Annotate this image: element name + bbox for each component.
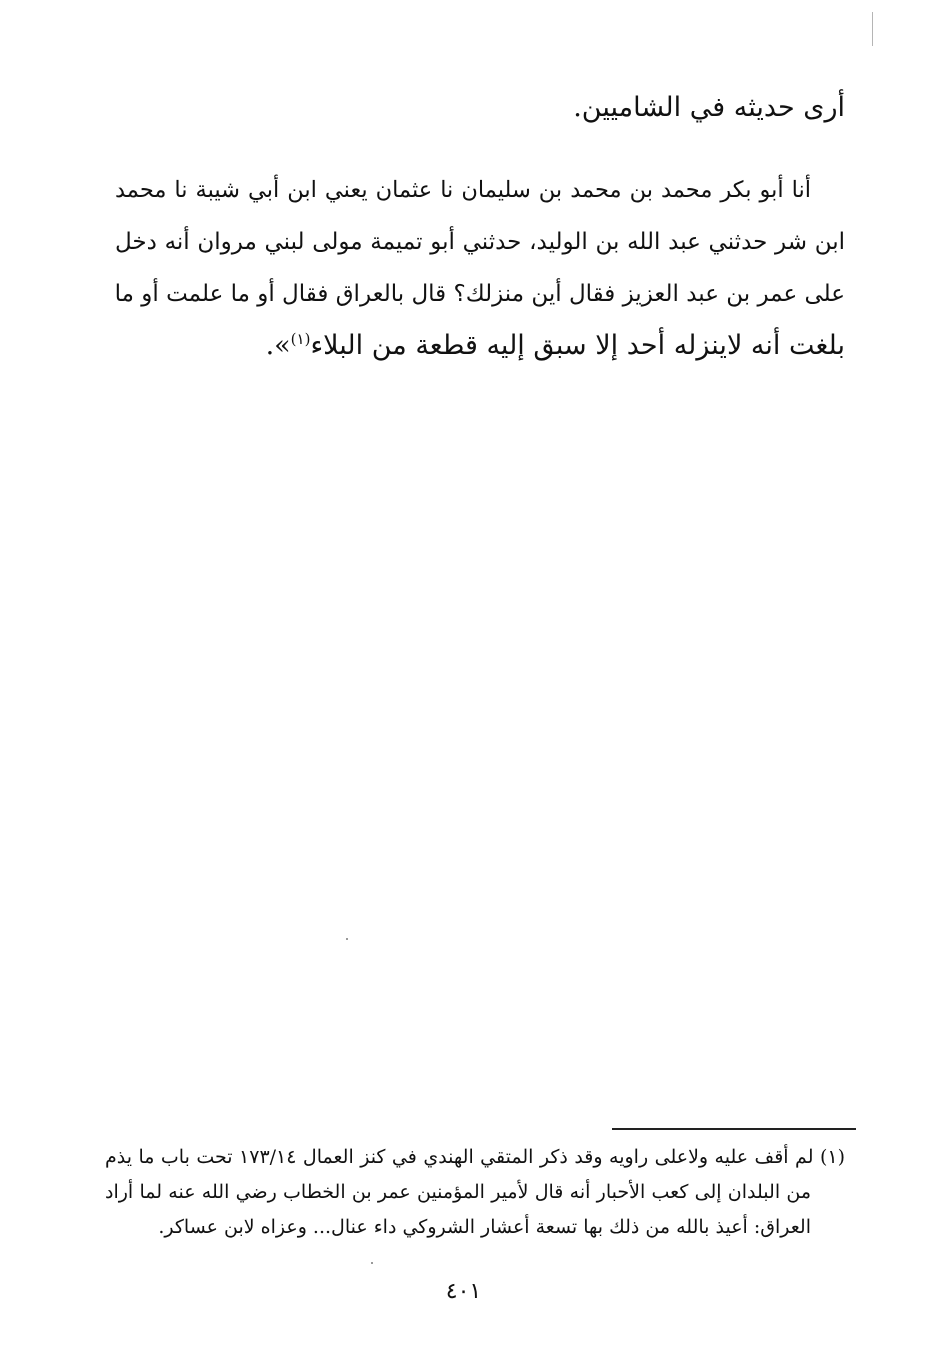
- scan-speck: [346, 938, 348, 940]
- text-line-1: أرى حديثه في الشاميين.: [573, 92, 845, 123]
- scan-edge-mark: [872, 12, 873, 46]
- page-number: ٤٠١: [445, 1279, 482, 1304]
- footnote-line-3: العراق: أعيذ بالله من ذلك بها تسعة أعشار الشروكي داء عنال... وعزاه لابن عساكر.: [158, 1216, 811, 1238]
- text-line-5-body: بلغت أنه لاينزله أحد إلا سبق إليه قطعة من البلاء: [310, 330, 845, 361]
- closing-quote: ».: [265, 330, 291, 361]
- scan-speck: [371, 1262, 373, 1264]
- footnote-reference[interactable]: (١): [290, 330, 311, 348]
- main-text-block: [115, 82, 845, 372]
- footnote-line-2: من البلدان إلى كعب الأحبار أنه قال لأمير المؤمنين عمر بن الخطاب رضي الله عنه لما أراد: [105, 1181, 811, 1203]
- footnote-separator: [612, 1128, 856, 1130]
- footnotes-block: [105, 1140, 845, 1245]
- text-line-2: أنا أبو بكر محمد بن محمد بن سليمان نا عثمان يعني ابن أبي شيبة نا محمد: [115, 177, 811, 203]
- text-line-4: على عمر بن عبد العزيز فقال أين منزلك؟ قال بالعراق فقال أو ما علمت أو ما: [114, 281, 845, 307]
- text-line-3: ابن شر حدثني عبد الله بن الوليد، حدثني أبو تميمة مولى لبني مروان أنه دخل: [115, 229, 845, 255]
- text-line-5: [115, 320, 845, 372]
- footnote-line-1: (١) لم أقف عليه ولاعلى راويه وقد ذكر المتقي الهندي في كنز العمال ١٧٣/١٤ تحت باب ما يذم: [105, 1146, 845, 1168]
